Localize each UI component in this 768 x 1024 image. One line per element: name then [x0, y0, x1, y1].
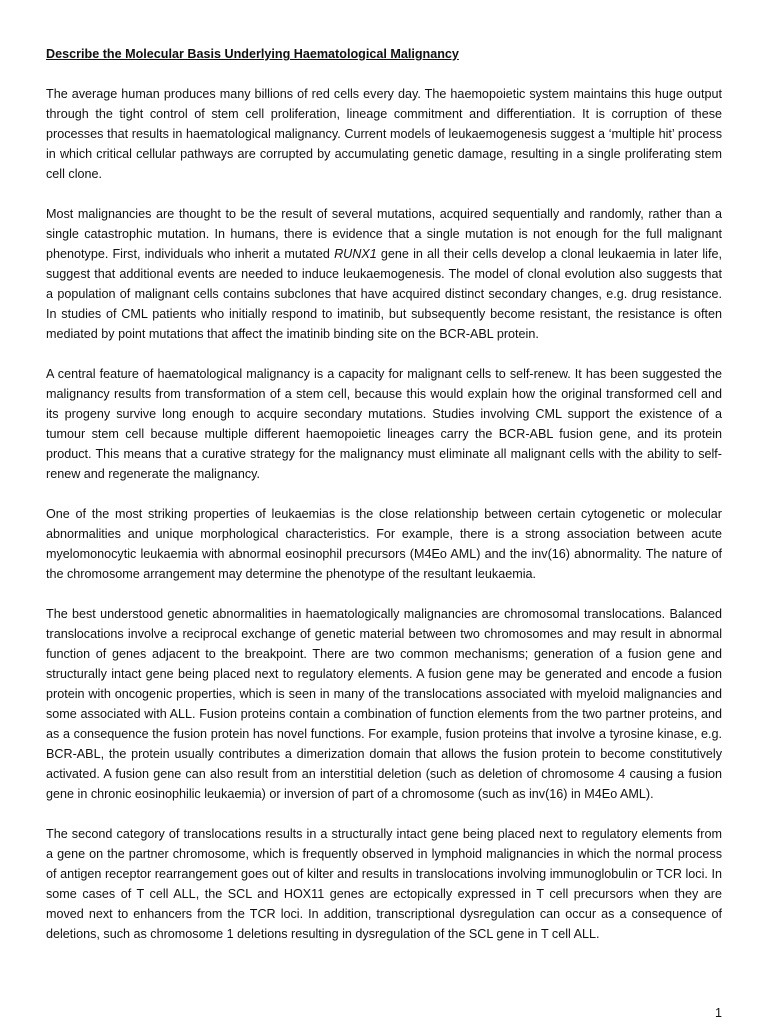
paragraph-text: The second category of translocations results in a structurally intact gene being placed next to regulatory elements from a gene on the partner chromosome, which is frequently observed in lymphoid malignancies in which the normal process of antigen receptor rearrangement goes out of kilter and results in translocations involving immunoglobulin or TCR loci. In some cases of T cell ALL, the SCL and HOX11 genes are ectopically expressed in T cell precursors when they are moved next to enhancers from the TCR loci. In addition, transcriptional dysregulation can occur as a consequence of deletions, such as chromosome 1 deletions resulting in dysregulation of the SCL gene in T cell ALL.: [46, 827, 722, 941]
paragraph-text: The average human produces many billions of red cells every day. The haemopoietic system maintains this huge output through the tight control of stem cell proliferation, lineage commitment and differentiation. It is corruption of these processes that results in haematological malignancy. Current models of leukaemogenesis suggest a ‘multiple hit’ process in which critical cellular pathways are corrupted by accumulating genetic damage, resulting in a single proliferating stem cell clone.: [46, 87, 722, 181]
paragraph-text: Most malignancies are thought to be the result of several mutations, acquired sequentially and randomly, rather than a single catastrophic mutation. In humans, there is evidence that a single mutation is not enough for the full malignant phenotype. First, individuals who inherit a mutated: [46, 207, 722, 261]
gene-name-italic: RUNX1: [334, 247, 377, 261]
paragraph-text: A central feature of haematological malignancy is a capacity for malignant cells to self-renew. It has been suggested the malignancy results from transformation of a stem cell, because this would explain how the original transformed cell and its progeny survive long enough to acquire secondary mutations. Studies involving CML support the existence of a tumour stem cell because multiple different haemopoietic lineages carry the BCR-ABL fusion gene, and its protein product. This means that a curative strategy for the malignancy must eliminate all malignant cells with the ability to self-renew and regenerate the malignancy.: [46, 367, 722, 481]
document-title: Describe the Molecular Basis Underlying Haematological Malignancy: [46, 47, 459, 61]
paragraph-text: One of the most striking properties of leukaemias is the close relationship between certain cytogenetic or molecular abnormalities and unique morphological characteristics. For example, there is a strong association between acute myelomonocytic leukaemia with abnormal eosinophil precursors (M4Eo AML) and the inv(16) abnormality. The nature of the chromosome arrangement may determine the phenotype of the resultant leukaemia.: [46, 507, 722, 581]
body-paragraph: [46, 204, 722, 344]
page-number: 1: [714, 1006, 722, 1020]
paragraph-text: gene in all their cells develop a clonal leukaemia in later life, suggest that additional events are needed to induce leukaemogenesis. The model of clonal evolution also suggests that a population of malignant cells contains subclones that have acquired distinct secondary changes, e.g. drug resistance. In studies of CML patients who initially respond to imatinib, but subsequently become resistant, the resistance is often mediated by point mutations that affect the imatinib binding site on the BCR-ABL protein.: [46, 247, 722, 341]
document-body: [46, 44, 722, 964]
paragraph-text: The best understood genetic abnormalities in haematologically malignancies are chromosomal translocations. Balanced translocations involve a reciprocal exchange of genetic material between two chromosomes and may result in abnormal function of genes adjacent to the breakpoint. There are two common mechanisms; generation of a fusion gene and structurally intact gene being placed next to regulatory elements. A fusion gene may be generated and encode a fusion protein with oncogenic properties, which is seen in many of the translocations associated with myeloid malignancies and some associated with ALL. Fusion proteins contain a combination of function elements from the two partner proteins, and as a consequence the fusion protein has novel functions. For example, fusion proteins that involve a tyrosine kinase, e.g. BCR-ABL, the protein usually contributes a dimerization domain that allows the fusion protein to become constitutively activated. A fusion gene can also result from an interstitial deletion (such as deletion of chromosome 4 causing a fusion gene in chronic eosinophilic leukaemia) or inversion of part of a chromosome (such as inv(16) in M4Eo AML).: [46, 607, 722, 801]
body-paragraph: [46, 364, 722, 484]
body-paragraph: [46, 604, 722, 804]
paragraph-list: [46, 84, 722, 944]
body-paragraph: [46, 504, 722, 584]
body-paragraph: [46, 824, 722, 944]
body-paragraph: [46, 84, 722, 184]
